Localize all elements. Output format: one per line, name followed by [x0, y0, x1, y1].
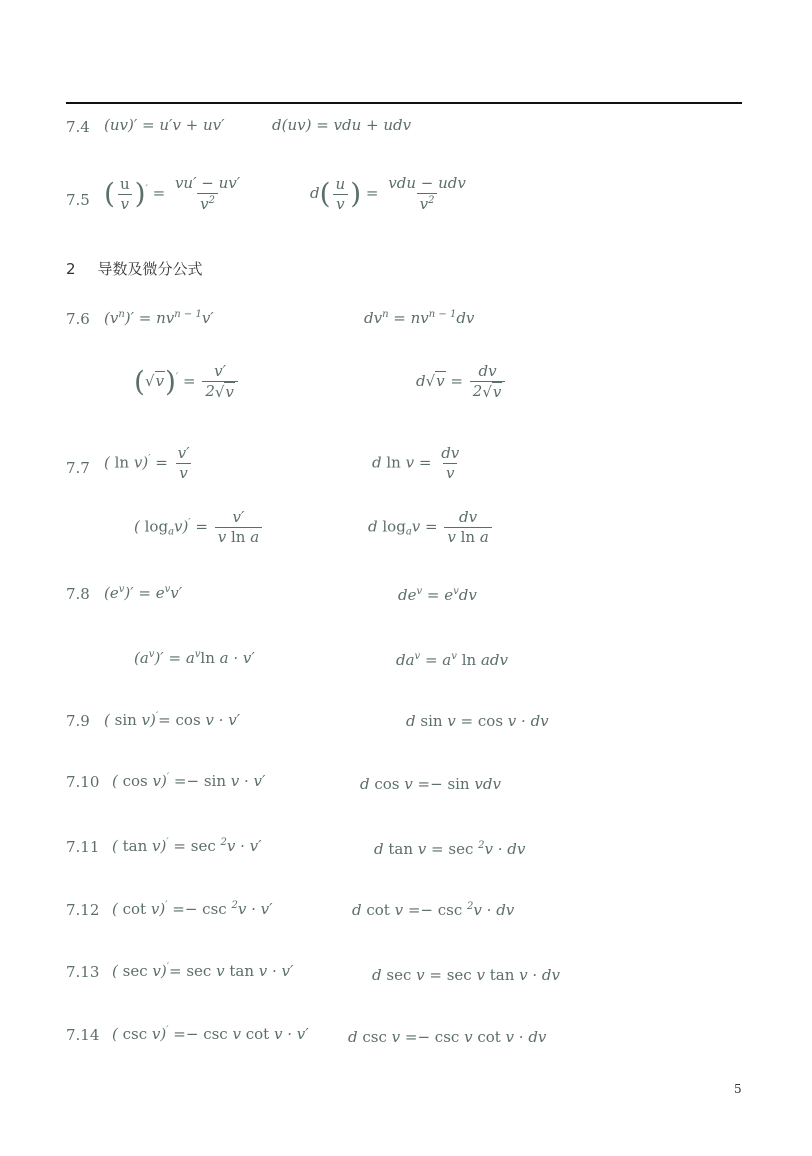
formula-right: d(uv) = vdu + udv	[272, 116, 412, 134]
formula-right: d sin v = cos v · dv	[406, 712, 549, 730]
formula-number: 7.8	[66, 585, 90, 603]
formula-number: 7.14	[66, 1026, 100, 1044]
section-number: 2	[66, 260, 76, 278]
formula-number: 7.10	[66, 773, 100, 791]
formula-right: $da^v = a^v$ ln adv	[396, 651, 508, 669]
formula-left: ( sin v)′= cos v · v′	[104, 711, 241, 729]
formula-number: 7.13	[66, 963, 100, 981]
formula-left: $(e^v)' = e^vv'$	[104, 584, 183, 602]
formula-left: (√v)′ = $\frac{v'}{2√v}$	[134, 364, 240, 400]
header-rule	[66, 102, 742, 104]
formula-number: 7.6	[66, 310, 90, 328]
formula-left: ( sec v)′= sec v tan v · v′	[112, 962, 294, 980]
formula-right: d ln v = $\frac{dv}{v}$	[372, 444, 460, 482]
formula-right: $de^v = e^vdv$	[398, 586, 477, 604]
formula-left: ( $\log_av)'$ = $\frac{v'}{\text{v ln a}}$	[134, 510, 264, 545]
formula-right: d sec v = sec v tan v · dv	[372, 966, 560, 984]
section-heading	[66, 258, 203, 279]
formula-number: 7.5	[66, 191, 90, 209]
formula-left: $(v^n)' = nv^{n - 1}v'$	[104, 309, 214, 327]
formula-left: ( $\frac{u}{v}$ )′ = $\frac{vu' - uv'}{v^2}$	[104, 174, 241, 213]
formula-right: d cos v =− sin vdv	[360, 775, 501, 793]
formula-left: $(a^v)' = a^v\ln$ a · v′	[134, 649, 255, 667]
formula-right: d csc v =− csc v cot v · dv	[348, 1028, 547, 1046]
formula-left: (uv)′ = u′v + uv′	[104, 116, 225, 134]
page-number: 5	[734, 1082, 742, 1096]
section-title: 导数及微分公式	[97, 260, 203, 278]
formula-right: d tan v = sec $^2$v · dv	[374, 840, 526, 858]
formula-left: ( cot v)′ =− csc $^2$v · v′	[112, 900, 273, 918]
formula-left: ( csc v)′ =− csc v cot v · v′	[112, 1025, 309, 1043]
formula-right: d√v = $\frac{dv}{2√v}$	[416, 364, 507, 400]
formula-number: 7.9	[66, 712, 90, 730]
formula-number: 7.12	[66, 901, 100, 919]
formula-right: $dv^n = nv^{n - 1}dv$	[364, 309, 475, 327]
formula-number: 7.4	[66, 118, 90, 136]
formula-left: ( cos v)′ =− sin v · v′	[112, 772, 266, 790]
formula-number: 7.11	[66, 838, 100, 856]
formula-left: ( ln v)′ = $\frac{v'}{v}$	[104, 444, 190, 482]
formula-left: ( tan v)′ = sec $^2$v · v′	[112, 837, 262, 855]
formula-right: d( $\frac{u}{v}$ ) = $\frac{\text{vdu − udv}}{v^2}$	[310, 174, 466, 213]
formula-number: 7.7	[66, 459, 90, 477]
formula-right: d $\log_av$ = $\frac{dv}{\text{v ln a}}$	[368, 510, 494, 545]
formula-right: d cot v =− csc $^2$v · dv	[352, 901, 515, 919]
